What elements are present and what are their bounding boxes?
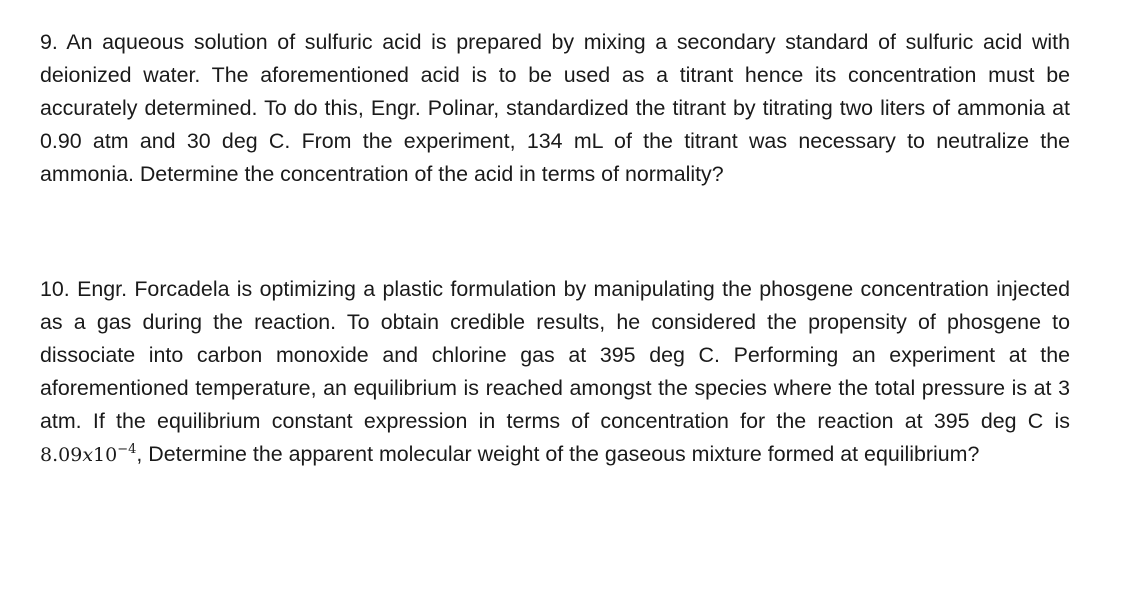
math-mantissa: 8.09 xyxy=(40,444,83,466)
math-base: 10 xyxy=(93,444,118,466)
document-page xyxy=(40,26,1070,472)
problem-10 xyxy=(40,273,1070,472)
problem-9: 9. An aqueous solution of sulfuric acid is prepared by mixing a secondary standard of sulfuric acid with deionized water. The aforementioned acid is to be used as a titrant hence its concentration must be accurately determined. To do this, Engr. Polinar, standardized the titrant by titrating two liters of ammonia at 0.90 atm and 30 deg C. From the experiment, 134 mL of the titrant was necessary to neutralize the ammonia. Determine the concentration of the acid in terms of normality? xyxy=(40,30,1070,186)
equilibrium-constant-value xyxy=(40,444,136,466)
problem-10-text-after: , Determine the apparent molecular weight of the gaseous mixture formed at equilibrium? xyxy=(136,442,980,466)
problem-10-text-before: 10. Engr. Forcadela is optimizing a plastic formulation by manipulating the phosgene concentration injected as a gas during the reaction. To obtain credible results, he considered the propensity of phosgene to dissociate into carbon monoxide and chlorine gas at 395 deg C. Performing an experiment at the aforementioned temperature, an equilibrium is reached amongst the species where the total pressure is at 3 atm. If the equilibrium constant expression in terms of concentration for the reaction at 395 deg C is xyxy=(40,277,1070,433)
math-exponent: −4 xyxy=(117,442,137,457)
math-times: x xyxy=(82,444,94,466)
